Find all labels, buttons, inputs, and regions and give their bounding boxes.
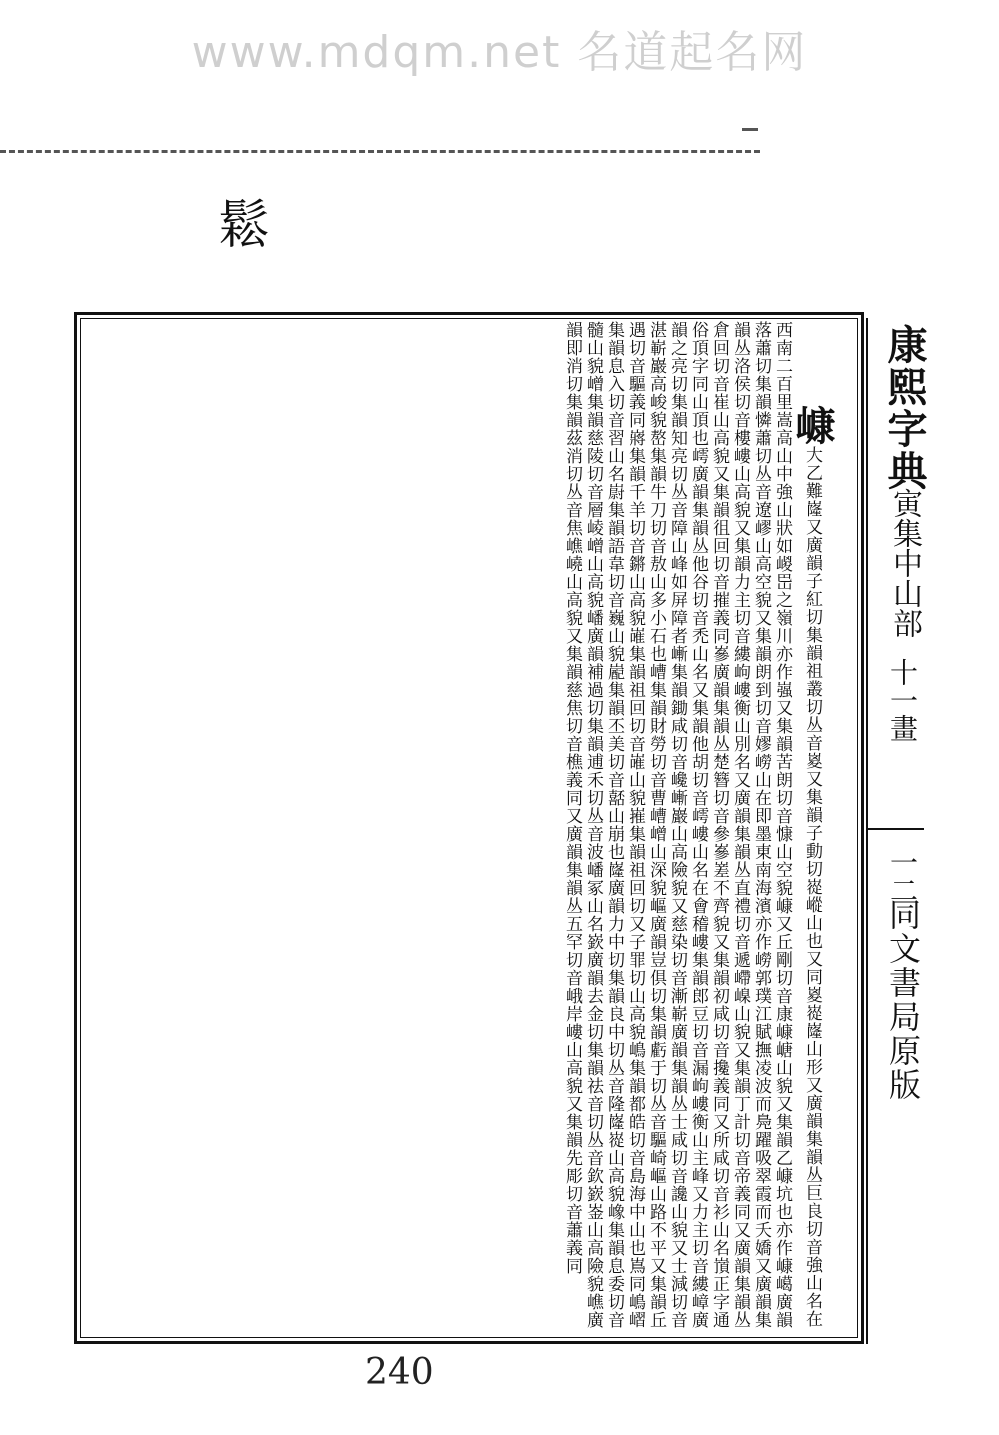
publisher-label: 同文書局原版 [884, 898, 922, 1102]
dashed-rule [0, 150, 760, 159]
margin-header [866, 318, 928, 1344]
section-label: 寅集中 [887, 488, 922, 578]
stroke-count-label: 十一畫 [886, 658, 919, 742]
entry-text: 大乙難嶐又廣韻子紅切集韻祖叢切丛音嵏又集韻子動切嵸嵷山也又同嵏嵸嶐山形又廣韻集韻丛巨良切音強山名在西南二百里嵩高山中強山狀如嵕岊之嶺川亦作嵹又集韻苦朗切音慷山空貌嵻又丘剛切音康嵻嵣山貌又集韻乙嵻坑也亦作嵻嶱廣韻落蕭切集韻憐蕭切丛音遼嵺山高空貌又集韻朗到切音嫪嶗山在即墨東南海濱亦作嶗郭璞江賦撫凌波而鳧躍吸翠霞而夭嬌又廣韻集韻丛洛侯切音樓嶁山高貌又集韻力主切音縷岣嶁衡山別名又廣韻集韻丛直禮切音遞嵽嵲山貌又集韻丁計切音帝義同又廣韻集韻丛倉回切音崔山高貌又集韻徂回切音摧義同嵾廣韻集韻丛楚簪切音參嵾嵳不齊貌又集韻初咸切音攙義同又所咸切音衫山名嵿正字通俗頂字同山頂也嶀廣韻集韻丛他谷切音禿山名又集韻他胡切音嶀嶁山名在會稽嶁集韻郎豆切音漏岣嶁衡山主峰又力主切音縷嶂廣韻之亮切集韻知亮切丛音障山峰如屏障者嶃集韻鋤咸切音巉嶃巖山高險貌又慈染切音漸嶄廣韻集韻丛士咸切音讒山貌又士減切音湛嶄巖高峻貌嶅集韻牛刀切音敖山多小石也嶆集韻財勞切音曹嶆嶒山深貌嶇廣韻豈俱切集韻虧于切丛音驅崎嶇山路不平又集韻丘遇切音驅義同嶈集韻千羊切音鏘山高貌嶉集韻祖回切音嶉山貌嶊集韻祖回切又子罪切山高貌嶋集韻都皓切音島海中山也嶌同嶋嶍集韻息入切音習山名嶎集韻語韋切音巍山貌嶏集韻丕美切音嚭山崩也嶐廣韻力中切集韻良中切丛音隆嶐嵸山高貌嶑集韻息委切音髓山貌嶒集韻慈陵切音層崚嶒山高貌嶓廣韻補過切集韻逋禾切丛音波嶓冢山名嶔廣韻去金切集韻祛音切丛音欽嶔崟山高險貌嶕廣韻即消切集韻茲消切丛音焦嶕嶢山高貌又集韻慈焦切音樵義同又廣韻集韻丛五罕切音峨岸嶁山高貌又集韻先彫切音蕭義同 [562, 321, 822, 1329]
book-title: 康熙字典 [881, 324, 928, 492]
seal-character: 鬆 [218, 196, 271, 256]
dictionary-entries [81, 321, 853, 1331]
headword: 嵻 [789, 405, 836, 446]
watermark-text: www.mdqm.net 名道起名网 [191, 27, 808, 78]
page-frame [74, 312, 864, 1344]
radical-label: 山部 [887, 578, 922, 638]
margin-rule [868, 828, 924, 830]
page-number: 240 [365, 1352, 434, 1393]
dash-mark [742, 128, 758, 131]
margin-page-number: 一二 [886, 848, 919, 904]
